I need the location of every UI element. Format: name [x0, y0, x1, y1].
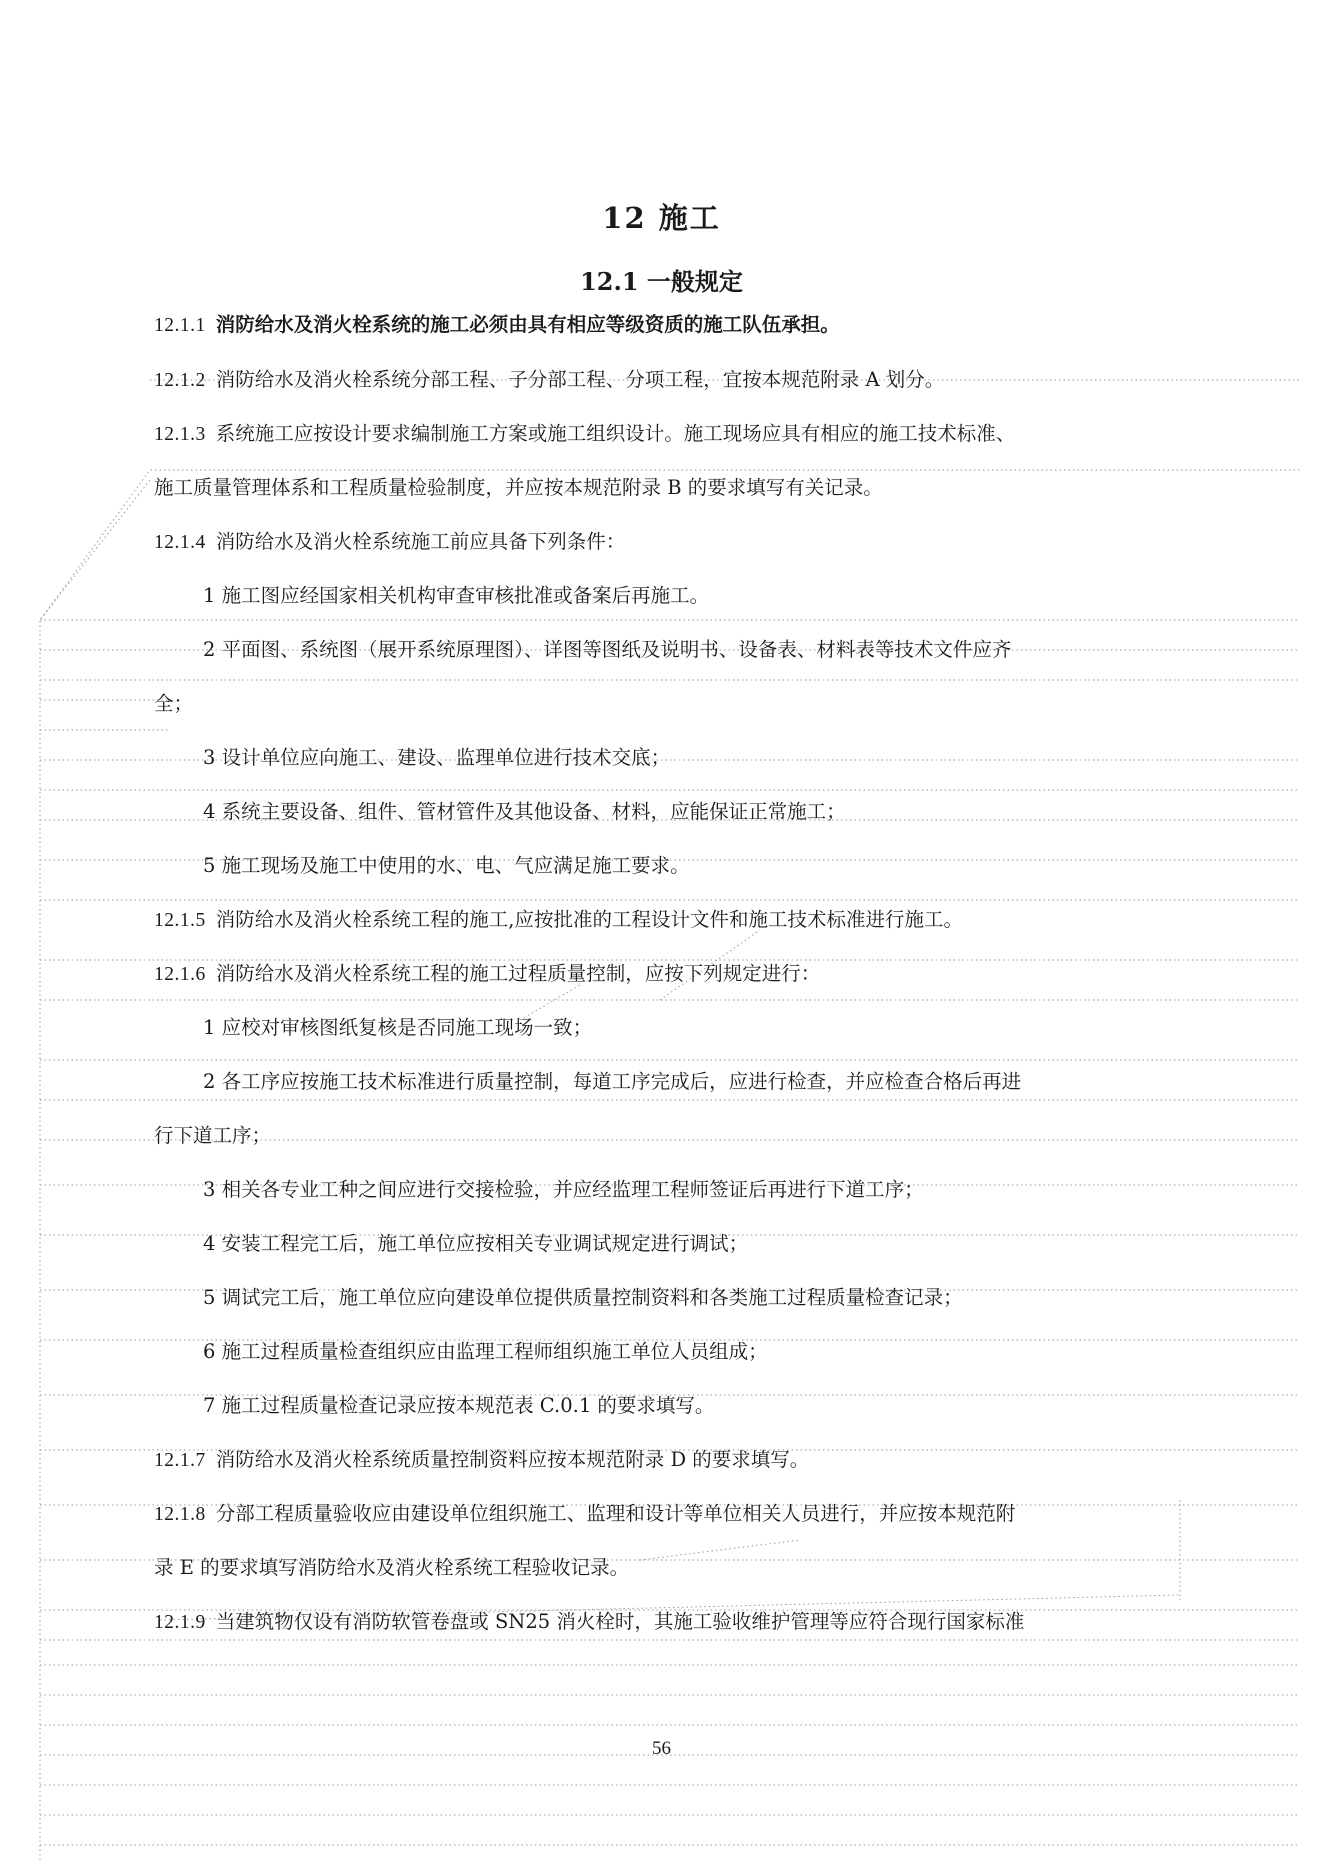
list-item-continued: 行下道工序； — [154, 1124, 272, 1147]
clause-12-1-3-continued: 施工质量管理体系和工程质量检验制度，并应按本规范附录 B 的要求填写有关记录。 — [154, 476, 883, 499]
list-item: 3 设计单位应向施工、建设、监理单位进行技术交底； — [203, 746, 671, 769]
clause-12-1-5 — [154, 906, 1213, 935]
clause-number: 12.1.2 — [154, 370, 206, 391]
clause-text: 系统施工应按设计要求编制施工方案或施工组织设计。施工现场应具有相应的施工技术标准、 — [215, 422, 1016, 445]
clause-number: 12.1.4 — [154, 532, 206, 553]
clause-12-1-7 — [154, 1446, 1213, 1475]
page-number: 56 — [652, 1738, 671, 1759]
clause-text: 消防给水及消火栓系统工程的施工过程质量控制，应按下列规定进行： — [215, 962, 821, 985]
clause-12-1-1 — [154, 311, 1213, 340]
clause-number: 12.1.1 — [154, 315, 206, 336]
chapter-title: 12 施工 — [602, 201, 721, 235]
list-item: 2 平面图、系统图（展开系统原理图）、详图等图纸及说明书、设备表、材料表等技术文件应齐 — [203, 638, 1012, 661]
clause-12-1-4 — [154, 528, 1213, 557]
list-item-continued: 全； — [154, 692, 194, 715]
clause-text: 消防给水及消火栓系统工程的施工,应按批准的工程设计文件和施工技术标准进行施工。 — [215, 908, 963, 931]
clause-12-1-2 — [154, 366, 1213, 395]
list-item: 3 相关各专业工种之间应进行交接检验，并应经监理工程师签证后再进行下道工序； — [203, 1178, 924, 1201]
clause-12-1-3 — [154, 420, 1213, 449]
list-item: 1 施工图应经国家相关机构审查审核批准或备案后再施工。 — [203, 584, 710, 607]
clause-text: 消防给水及消火栓系统质量控制资料应按本规范附录 D 的要求填写。 — [215, 1448, 810, 1471]
clause-number: 12.1.5 — [154, 910, 206, 931]
clause-12-1-8-continued: 录 E 的要求填写消防给水及消火栓系统工程验收记录。 — [154, 1556, 630, 1579]
clause-number: 12.1.7 — [154, 1450, 206, 1471]
clause-number: 12.1.8 — [154, 1504, 206, 1525]
list-item: 4 系统主要设备、组件、管材管件及其他设备、材料，应能保证正常施工； — [203, 800, 846, 823]
list-item: 4 安装工程完工后，施工单位应按相关专业调试规定进行调试； — [203, 1232, 749, 1255]
clause-text: 消防给水及消火栓系统的施工必须由具有相应等级资质的施工队伍承担。 — [215, 313, 840, 336]
section-title: 12.1 一般规定 — [580, 267, 743, 296]
clause-text: 消防给水及消火栓系统分部工程、子分部工程、分项工程，宜按本规范附录 A 划分。 — [215, 368, 945, 391]
clause-text: 当建筑物仅设有消防软管卷盘或 SN25 消火栓时，其施工验收维护管理等应符合现行国家标准 — [215, 1610, 1025, 1633]
clause-12-1-9 — [154, 1608, 1213, 1637]
clause-text: 分部工程质量验收应由建设单位组织施工、监理和设计等单位相关人员进行，并应按本规范附 — [215, 1502, 1016, 1525]
clause-12-1-6 — [154, 960, 1213, 989]
list-item: 1 应校对审核图纸复核是否同施工现场一致； — [203, 1016, 593, 1039]
clause-number: 12.1.3 — [154, 424, 206, 445]
clause-12-1-8 — [154, 1500, 1213, 1529]
list-item: 6 施工过程质量检查组织应由监理工程师组织施工单位人员组成； — [203, 1340, 768, 1363]
list-item: 7 施工过程质量检查记录应按本规范表 C.0.1 的要求填写。 — [203, 1394, 715, 1417]
clause-number: 12.1.9 — [154, 1612, 206, 1633]
clause-text: 消防给水及消火栓系统施工前应具备下列条件： — [215, 530, 626, 553]
clause-number: 12.1.6 — [154, 964, 206, 985]
list-item: 2 各工序应按施工技术标准进行质量控制，每道工序完成后，应进行检查，并应检查合格后再进 — [203, 1070, 1022, 1093]
list-item: 5 施工现场及施工中使用的水、电、气应满足施工要求。 — [203, 854, 690, 877]
list-item: 5 调试完工后，施工单位应向建设单位提供质量控制资料和各类施工过程质量检查记录； — [203, 1286, 963, 1309]
